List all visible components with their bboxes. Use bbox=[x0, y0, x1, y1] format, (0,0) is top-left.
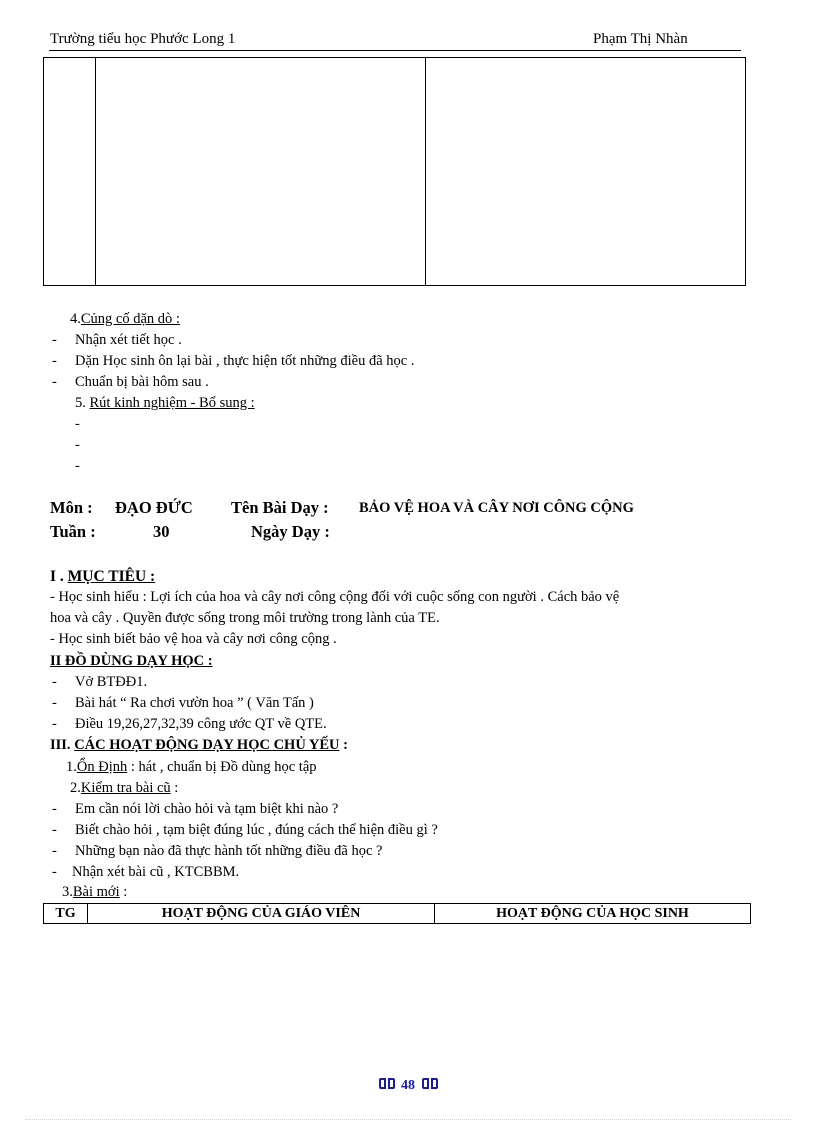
stabilize-title: Ổn Định bbox=[76, 759, 128, 775]
header-teacher: Phạm Thị Nhàn bbox=[593, 31, 688, 47]
stabilize-number: 1. bbox=[66, 759, 77, 775]
experience-item: - bbox=[75, 416, 80, 432]
subject-label: Môn : bbox=[50, 498, 93, 517]
review-item: Nhận xét bài cũ , KTCBBM. bbox=[72, 864, 240, 880]
dash-bullet: - bbox=[52, 801, 57, 817]
activities-heading bbox=[50, 737, 348, 754]
materials-item: Bài hát “ Ra chơi vườn hoa ” ( Văn Tấn ) bbox=[75, 695, 314, 711]
materials-heading: II ĐỒ DÙNG DẠY HỌC : bbox=[50, 653, 213, 669]
dash-bullet: - bbox=[52, 695, 57, 711]
lesson-label: Tên Bài Dạy : bbox=[231, 498, 329, 517]
experience-item: - bbox=[75, 458, 80, 474]
consolidation-item: Nhận xét tiết học . bbox=[75, 332, 182, 348]
review-item: Những bạn nào đã thực hành tốt những điều đã học ? bbox=[75, 843, 383, 859]
new-lesson-suffix: : bbox=[119, 884, 128, 900]
page-number: 48 bbox=[401, 1078, 415, 1093]
dash-bullet: - bbox=[52, 374, 57, 390]
top-table bbox=[43, 57, 746, 286]
review-suffix: : bbox=[170, 780, 179, 796]
subject-value: ĐẠO ĐỨC bbox=[115, 498, 193, 517]
dash-bullet: - bbox=[52, 353, 57, 369]
new-lesson-number: 3. bbox=[62, 884, 73, 900]
objectives-heading bbox=[50, 568, 155, 586]
lesson-title: BẢO VỆ HOA VÀ CÂY NƠI CÔNG CỘNG bbox=[359, 500, 634, 516]
header-school: Trường tiểu học Phước Long 1 bbox=[50, 31, 236, 47]
review-title: Kiểm tra bài cũ bbox=[80, 780, 171, 796]
col-teacher-header: HOẠT ĐỘNG CỦA GIÁO VIÊN bbox=[161, 906, 361, 921]
col-time-header: TG bbox=[55, 906, 76, 921]
week-value: 30 bbox=[153, 522, 170, 541]
dash-bullet: - bbox=[52, 332, 57, 348]
review-number: 2. bbox=[70, 780, 81, 796]
experience-item: - bbox=[75, 437, 80, 453]
book-icon bbox=[379, 1078, 395, 1090]
review-item: Biết chào hỏi , tạm biệt đúng lúc , đúng cách thể hiện điều gì ? bbox=[75, 822, 438, 838]
review-heading bbox=[70, 780, 178, 797]
consolidation-number: 4. bbox=[70, 311, 81, 327]
activities-table-header bbox=[43, 903, 751, 924]
consolidation-item: Dặn Học sinh ôn lại bài , thực hiện tốt những điều đã học . bbox=[75, 353, 415, 369]
activities-suffix: : bbox=[339, 737, 348, 753]
dash-bullet: - bbox=[52, 716, 57, 732]
dash-bullet: - bbox=[52, 843, 57, 859]
new-lesson-heading bbox=[62, 884, 127, 901]
top-table-divider-2 bbox=[425, 57, 426, 286]
objectives-title: MỤC TIÊU : bbox=[67, 568, 156, 585]
dash-bullet: - bbox=[52, 674, 57, 690]
stabilize-line bbox=[66, 759, 317, 776]
materials-item: Vở BTĐĐ1. bbox=[75, 674, 148, 690]
consolidation-heading bbox=[70, 311, 180, 328]
date-label: Ngày Dạy : bbox=[251, 522, 330, 541]
consolidation-title: Củng cố dặn dò : bbox=[80, 311, 180, 327]
objectives-line: hoa và cây . Quyền được sống trong môi trường trong lành của TE. bbox=[50, 610, 440, 626]
stabilize-text: : hát , chuẩn bị Đồ dùng học tập bbox=[127, 759, 317, 775]
consolidation-item: Chuẩn bị bài hôm sau . bbox=[75, 374, 209, 390]
week-label: Tuần : bbox=[50, 522, 96, 541]
dash-bullet: - bbox=[52, 822, 57, 838]
dash-bullet: - bbox=[52, 864, 57, 880]
materials-item: Điều 19,26,27,32,39 công ước QT về QTE. bbox=[75, 716, 327, 732]
objectives-line: - Học sinh hiểu : Lợi ích của hoa và cây nơi công cộng đối với cuộc sống con người . Cách bảo vệ bbox=[50, 589, 620, 605]
col-student-header: HOẠT ĐỘNG CỦA HỌC SINH bbox=[496, 906, 689, 921]
experience-heading bbox=[75, 395, 255, 412]
book-icon bbox=[422, 1078, 438, 1090]
header-rule bbox=[49, 50, 741, 51]
new-lesson-title: Bài mới bbox=[72, 884, 120, 900]
activities-title: CÁC HOẠT ĐỘNG DẠY HỌC CHỦ YẾU bbox=[74, 737, 340, 753]
review-item: Em cần nói lời chào hỏi và tạm biệt khi nào ? bbox=[75, 801, 339, 817]
experience-number: 5. bbox=[75, 395, 90, 411]
top-table-divider-1 bbox=[95, 57, 96, 286]
objectives-line: - Học sinh biết bảo vệ hoa và cây nơi công cộng . bbox=[50, 631, 337, 647]
page-footer bbox=[0, 1078, 816, 1094]
activities-prefix: III. bbox=[50, 737, 75, 753]
objectives-prefix: I . bbox=[50, 568, 68, 585]
page-bottom-dotted-rule bbox=[25, 1119, 791, 1120]
experience-title: Rút kinh nghiệm - Bổ sung : bbox=[89, 395, 255, 411]
